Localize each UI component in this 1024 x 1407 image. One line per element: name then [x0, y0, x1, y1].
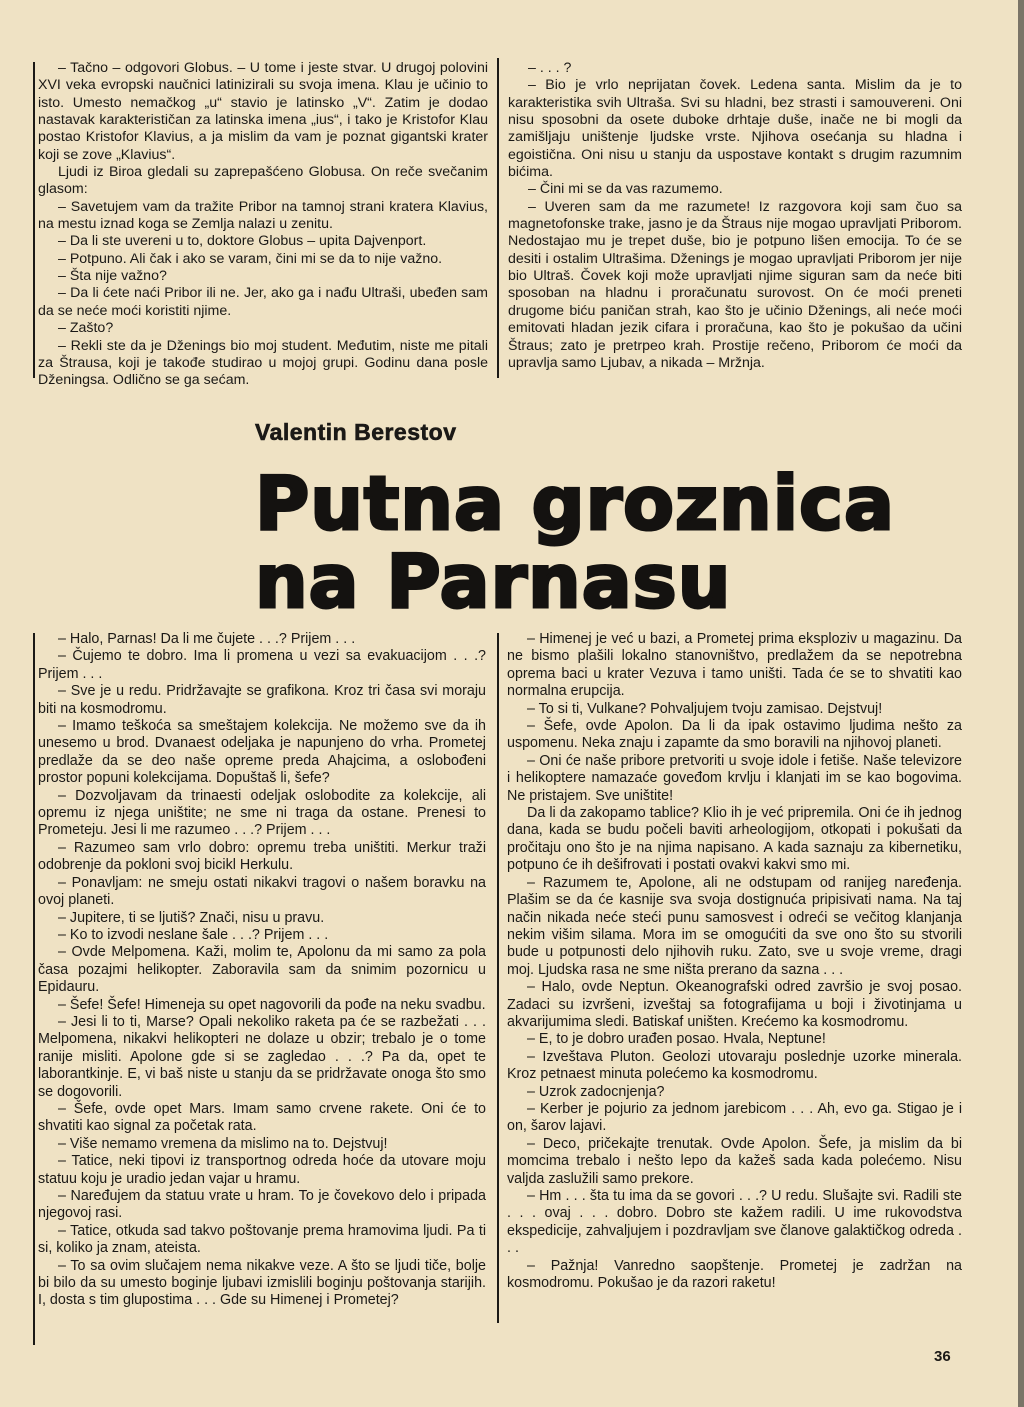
paragraph: – To si ti, Vulkane? Pohvaljujem tvoju zamisao. Dejstvuj!	[527, 700, 883, 717]
top-right-column	[508, 60, 962, 372]
column-rule-top-left	[33, 62, 35, 378]
paragraph: Ljudi iz Biroa gledali su zaprepašćeno Globusa. On reče svečanim glasom:	[38, 164, 488, 198]
paragraph: – Čini mi se da vas razumemo.	[528, 181, 723, 198]
paragraph: – Ponavljam: ne smeju ostati nikakvi tragovi o našem boravku na ovoj planeti.	[38, 874, 486, 909]
bottom-right-column	[507, 631, 962, 1292]
paragraph: – Halo, Parnas! Da li me čujete . . .? Prijem . . .	[58, 631, 356, 647]
paragraph: – Bio je vrlo neprijatan čovek. Ledena santa. Mislim da je to karakteristika svih Ultraša. Svi su hladni, bez strasti i samouvereni. Oni nisu sposobni da osete duboke drhtaje duše, inače ne bi mogli da zamišljaju uništenje ljudske vrste. Njihova osećanja su hladna i egoistična. Oni nisu u stanju da uspostave kontakt s drugim razumnim bićima.	[508, 77, 962, 181]
paragraph: – Da li ćete naći Pribor ili ne. Jer, ako ga i nađu Ultraši, ubeđen sam da se neće moći koristiti njime.	[38, 285, 488, 319]
paragraph: – Halo, ovde Neptun. Okeanografski odred završio je svoj posao. Zadaci su izvršeni, izveštaj sa fotografijama u boji i životinjama u akvarijumima sledi. Batiskaf uništen. Krećemo ka kosmodromu.	[507, 979, 962, 1030]
title-line-2: na Parnasu	[255, 539, 732, 625]
paragraph: – Više nemamo vremena da mislimo na to. Dejstvuj!	[58, 1135, 388, 1152]
paragraph: Da li da zakopamo tablice? Klio ih je već pripremila. Oni će ih jednog dana, kada se budu počeli baviti arheologijom, otkopati i pokušati da pročitaju ono što je na njima napisano. A kada saznaju za kibernetiku, potpuno će ih dešifrovati i postati ovakvi kakvi smo mi.	[507, 805, 962, 874]
article-title	[255, 461, 895, 625]
column-rule-bottom-middle	[497, 633, 499, 1323]
paragraph: – Sve je u redu. Pridržavajte se grafikona. Kroz tri časa svi moraju biti na kosmodromu.	[38, 683, 486, 717]
paragraph: – Razumem te, Apolone, ali ne odstupam od ranijeg naređenja. Plašim se da će kasnije sva svoja dostignuća pripisivati nama. Na taj način nikada neće steći punu samosvest i odreći se večitog klanjanja nekim višim silama. Mora im se omogućiti da sve ono što su stvorili bude u potpunosti delo njihovih ruku. Zato, sve u svoje vreme, dragi moj. Ljudska rasa ne sme ništa prerano da sazna . . .	[507, 874, 962, 978]
paragraph: – Šefe, ovde Apolon. Da li da ipak ostavimo ljudima nešto za uspomenu. Neka znaju i zapamte da smo boravili na njihovoj planeti.	[507, 718, 962, 752]
paragraph: – Oni će naše pribore pretvoriti u svoje idole i fetiše. Naše televizore i helikoptere namazaće govеđom krvlju i klanjati im se kao bogovima. Ne pristajem. Sve uništite!	[507, 752, 962, 804]
page-edge	[1018, 0, 1024, 1407]
page-number: 36	[934, 1348, 951, 1365]
bottom-left-column	[38, 631, 486, 1310]
column-rule-bottom-left	[33, 633, 35, 1345]
paragraph: – Deco, pričekajte trenutak. Ovde Apolon. Šefe, ja mislim da bi momcima trebalo i nešto lepo da kažeš sada kada polećemo. Nisu valjda zaslužili samo prekore.	[507, 1135, 962, 1187]
paragraph: – Potpuno. Ali čak i ako se varam, čini mi se da to nije važno.	[58, 250, 443, 267]
paragraph: – Savetujem vam da tražite Pribor na tamnoj strani kratera Klavius, na mestu iznad koga se Zemlja nalazi u zenitu.	[38, 198, 488, 233]
paragraph: – Hm . . . šta tu ima da se govori . . .? U redu. Slušajte svi. Radili ste . . . ovaj . . . dobro. Dobro ste kažem radili. U ime rukovodstva ekspedicije, zahvaljujem i pozdravljam sve članove galaktičkog odreda . . .	[507, 1188, 962, 1257]
paragraph: – Šefe, ovde opet Mars. Imam samo crvene rakete. Oni će to shvatiti kao signal za početak rata.	[38, 1100, 486, 1135]
paragraph: – Čujemo te dobro. Ima li promena u vezi sa evakuacijom . . .? Prijem . . .	[38, 648, 486, 682]
paragraph: – Tatice, neki tipovi iz transportnog odreda hoće da utovare moju statuu koju je uradio jedan vajar u hramu.	[38, 1153, 486, 1187]
paragraph: – Naređujem da statuu vrate u hram. To je čovekovo delo i pripada njegovoj rasi.	[38, 1188, 486, 1222]
paragraph: – Da li ste uvereni u to, doktore Globus – upita Dajvenport.	[58, 233, 427, 250]
paragraph: – Ko to izvodi neslane šale . . .? Prijem . . .	[58, 926, 329, 943]
paragraph: – Šefe! Šefe! Himeneja su opet nagovorili da pođe na neku svadbu.	[58, 996, 486, 1013]
paragraph: – Jupitere, ti se ljutiš? Znači, nisu u pravu.	[58, 909, 325, 926]
paragraph: – Ovde Melpomena. Kaži, molim te, Apolonu da mi samo za pola časa pozajmi helikopter. Zaboravila sam da snimim pozornicu u Epidauru.	[38, 944, 486, 996]
paragraph: – Dozvoljavam da trinaesti odeljak oslobodite za kolekcije, ali opremu iz njega uništite; ne sme ni traga da ostane. Prenesi to Prometeju. Jesi li me razumeo . . .? Prijem . . .	[38, 787, 486, 839]
paragraph: – Tatice, otkuda sad takvo poštovanje prema hramovima ljudi. Pa ti si, koliko ja znam, ateista.	[38, 1222, 486, 1257]
paragraph: – Šta nije važno?	[58, 268, 167, 285]
paragraph: – Tačno – odgovori Globus. – U tome i jeste stvar. U drugoj polovini XVI veka evropski naučnici latinizirali su svoja imena. Klau je učinio to isto. Umesto nemačkog „u“ stavio je latinsko „V“. Zatim je dodao nastavak karakterističan za latinska imena „ius“, i tako je Kristofor Klau postao Kristofor Klavius, a ja mislim da vam je poznat gigantski krater koji se zove „Klavius“.	[38, 60, 488, 163]
paragraph: – . . . ?	[528, 60, 572, 76]
paragraph: – E, to je dobro urađen posao. Hvala, Neptune!	[527, 1031, 826, 1048]
top-left-column	[38, 60, 488, 390]
paragraph: – Razumeo sam vrlo dobro: opremu treba uništiti. Merkur traži odobrenje da pokloni svoj bicikl Herkulu.	[38, 839, 486, 874]
article-author: Valentin Berestov	[255, 419, 457, 445]
paragraph: – Kerber je pojurio za jednom jarebicom . . . Ah, evo ga. Stigao je i on, šarov lajavi.	[507, 1100, 962, 1135]
paragraph: – Rekli ste da je Dženings bio moj student. Međutim, niste me pitali za Štrausa, koji je takođe studirao u mojoj grupi. Godinu dana posle Dženingsa. Odlično se ga sećam.	[38, 337, 488, 389]
column-rule-top-middle	[497, 58, 499, 378]
title-line-1: Putna groznica	[255, 461, 895, 547]
paragraph: – Uzrok zadocnjenja?	[527, 1083, 665, 1100]
paragraph: – Jesi li to ti, Marse? Opali nekoliko raketa pa će se razbežati . . . Melpomena, nikakvi helikopteri ne dolaze u obzir; trebalo je o tome ranije misliti. Apolone gde si se zagledao . . .? Pa da, opet te laborantkinje. E, vi baš niste u stanju da se pridržavate onoga što smo se dogovorili.	[38, 1013, 486, 1100]
paragraph: – Izveštava Pluton. Geolozi utovaraju poslednje uzorke minerala. Kroz petnaest minuta polećemo ka kosmodromu.	[507, 1048, 962, 1083]
paragraph: – Himenej je već u bazi, a Prometej prima eksploziv u magazinu. Da ne bismo plašili lokalno stanovništvo, predlažem da se nepotrebna oprema baci u krater Vezuva i tamo uništi. Tada će se to shvatiti kao normalna erupcija.	[507, 631, 962, 700]
paragraph: – To sa ovim slučajem nema nikakve veze. A što se ljudi tiče, bolje bi bilo da su umesto boginje ljubavi izmislili boginju poštovanja starijih. I, dosta s tim glupostima . . . Gde su Himenej i Prometej?	[38, 1257, 486, 1309]
paragraph: – Pažnja! Vanredno saopštenje. Prometej je zadržan na kosmodromu. Pokušao je da razori raketu!	[507, 1257, 962, 1292]
paragraph: – Imamo teškoća sa smeštajem kolekcija. Ne možemo sve da ih unesemo u brod. Dvanaest odeljaka je napunjeno do vrha. Prometej predlaže da se deo naše opreme preda Ahajcima, a oslobođeni prostor popuni kolekcijama. Dopuštaš li, šefe?	[38, 718, 486, 787]
paragraph: – Zašto?	[58, 320, 114, 337]
paragraph: – Uveren sam da me razumete! Iz razgovora koji sam čuo sa magnetofonske trake, jasno je da Štraus nije mogao upravljati Priborom. Nedostajao mu je trepet duše, bio je potpuno lišen emocija. To će se desiti i ostalim Ultrašima. Dženings je mogao upravljati Priborom jer nije bio Ultraš. Čovek koji može upravljati njime siguran sam da neće biti sposoban na hladnu i proračunatu surovost. On će moći preneti drugome biću paničan strah, kao što je učinio Dženings, ali neće moći emitovati hladan jezik cifara i proračuna, kao što je pokušao da učini Štraus; zato je pretrpeo krah. Prostije rečeno, Priborom će moći da upravlja samo Ljubav, a nikada – Mržnja.	[508, 198, 962, 371]
